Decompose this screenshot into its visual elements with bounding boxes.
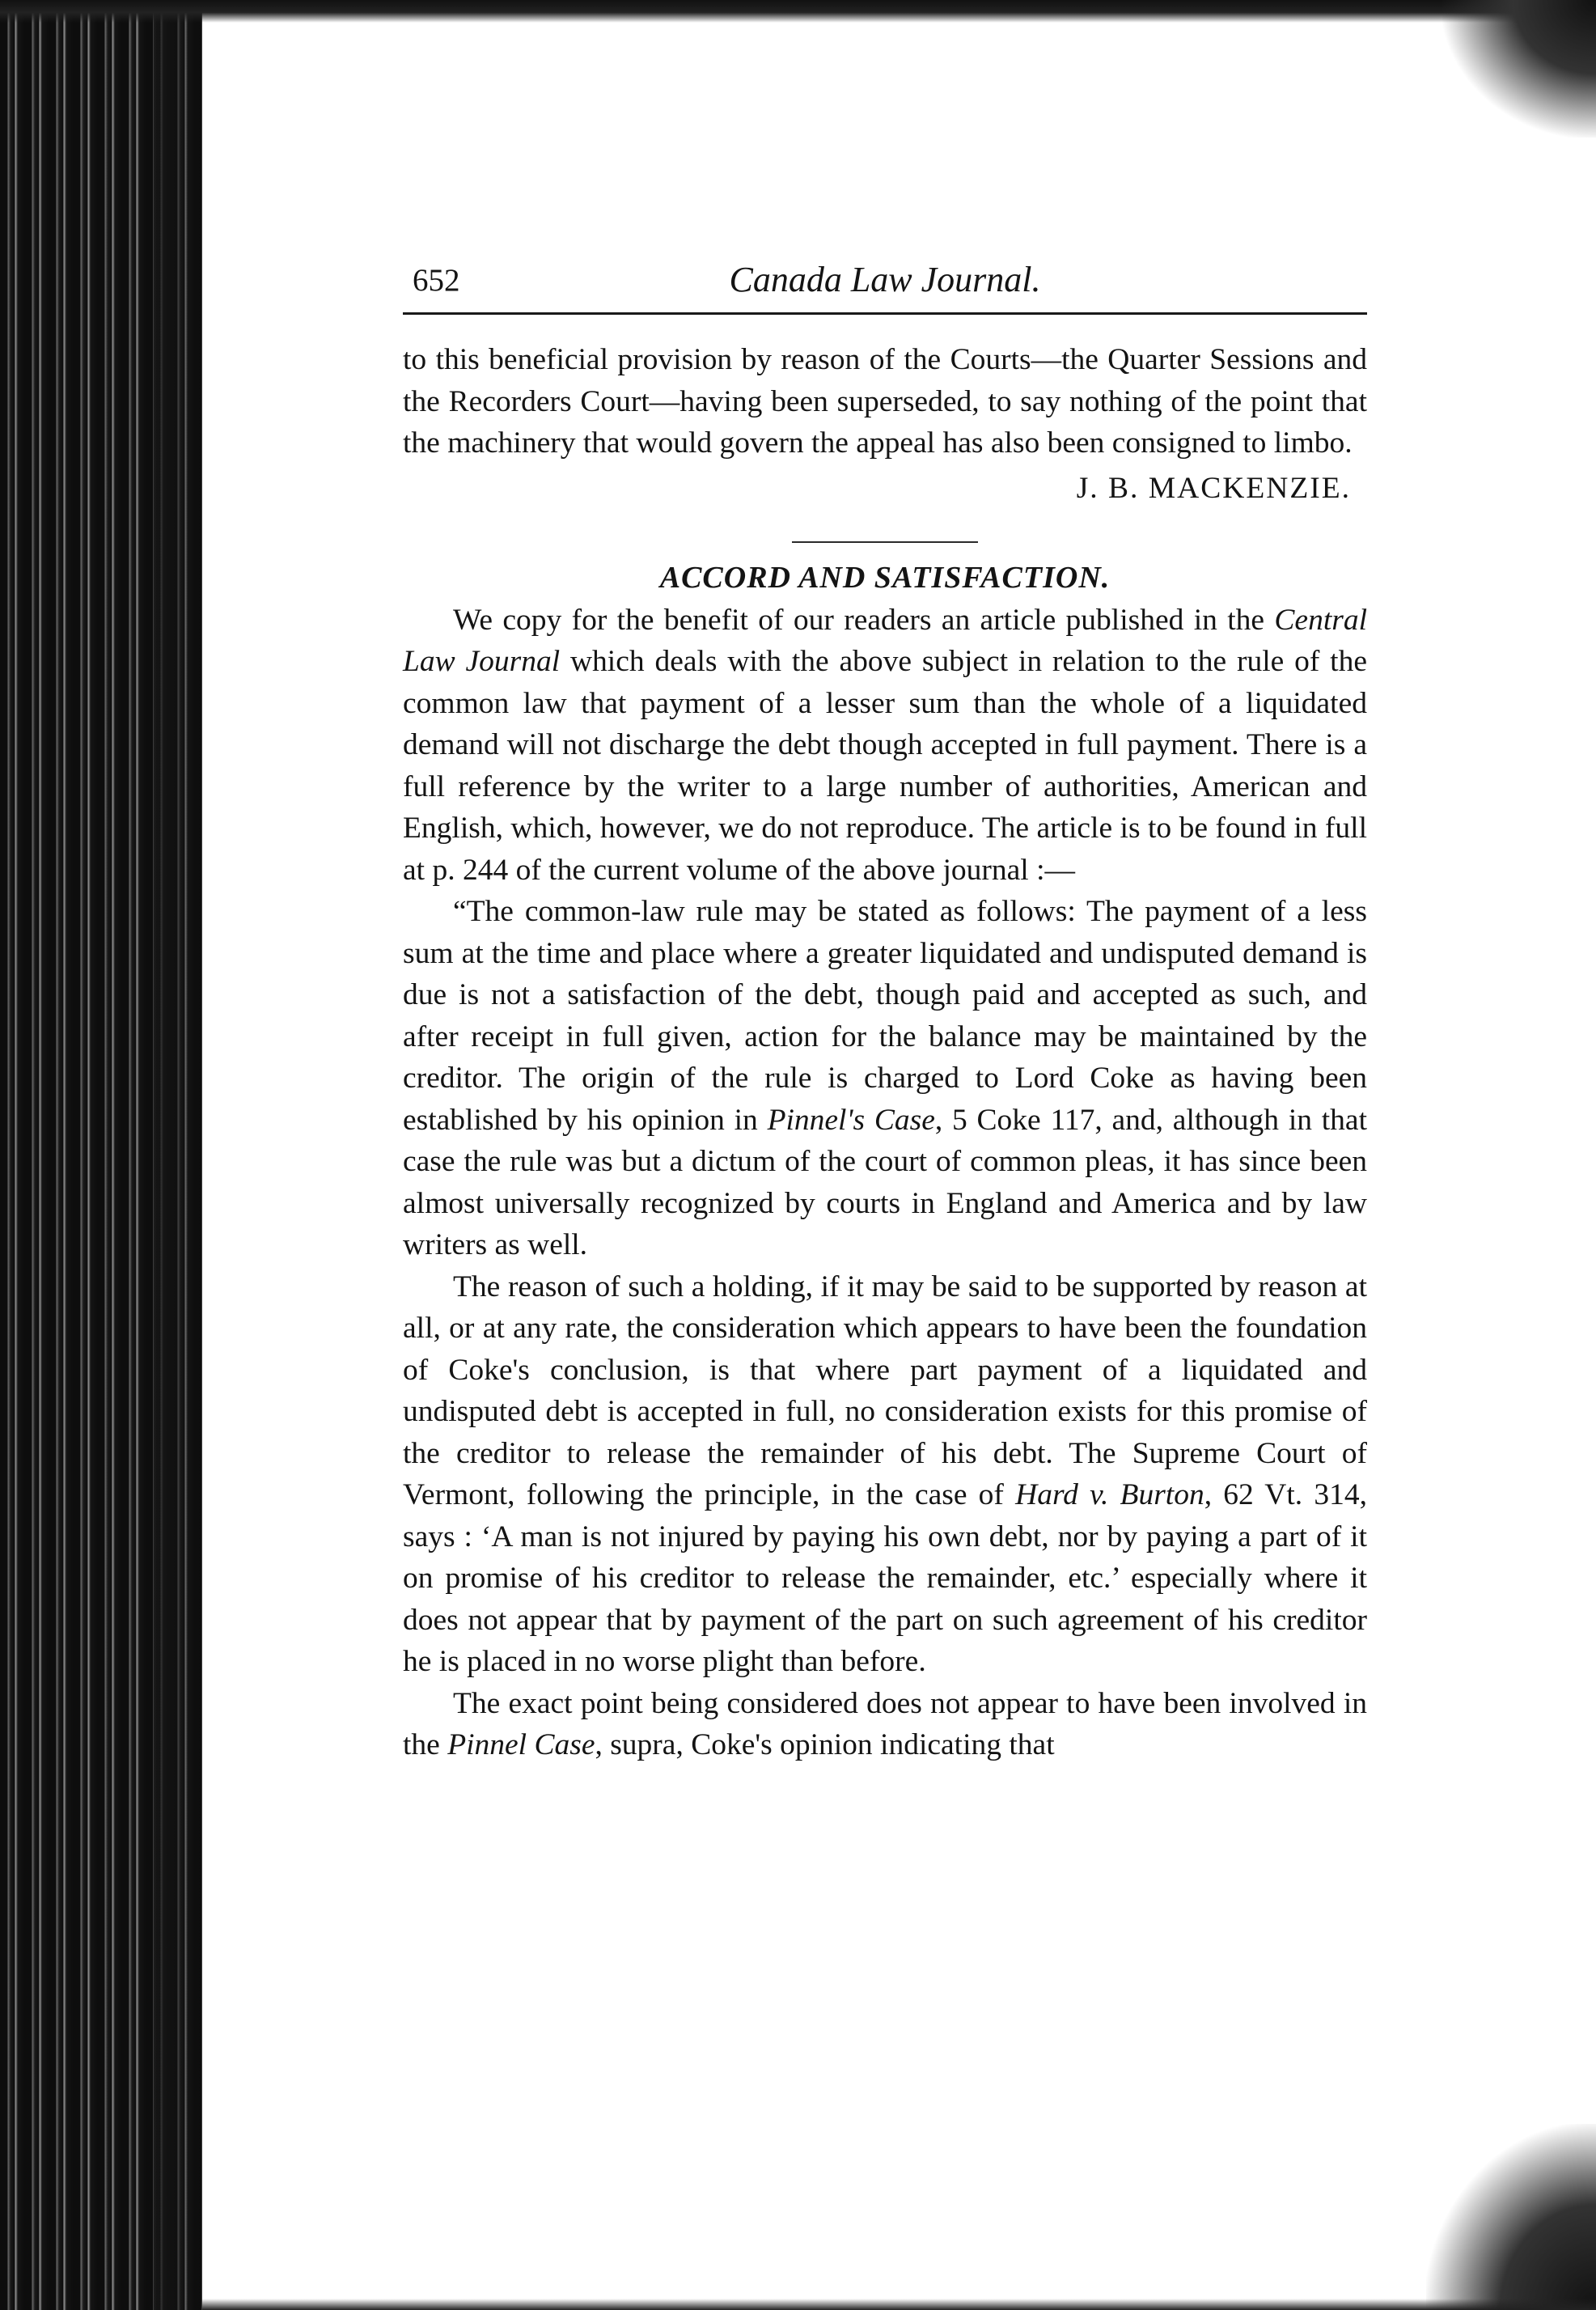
- article-paragraph-4: [403, 1683, 1367, 1766]
- page-header: [403, 257, 1367, 315]
- running-title: Canada Law Journal.: [729, 260, 1041, 299]
- case-name-hard-v-burton: Hard v. Burton: [1015, 1478, 1204, 1511]
- article-body: [403, 600, 1367, 1766]
- preceding-article-closing-paragraph: to this beneficial provision by reason of the Courts—the Quarter Sessions and the Recorders Court—having been superseded, to say nothing of the point that the machinery that would govern the appeal has also been consigned to limbo.: [403, 343, 1367, 460]
- case-name-pinnel-case: Pinnel Case: [447, 1728, 595, 1761]
- scan-bottom-edge: [202, 2299, 1596, 2310]
- section-divider: [792, 541, 978, 543]
- scan-corner-top-right: [1442, 0, 1596, 138]
- paragraph-3-text-a: The reason of such a holding, if it may be said to be supported by reason at all, or at any rate, the consideration which appears to have been the foundation of Coke's conclusion, is that where part payment of a liquidated and undisputed debt is accepted in full, no consideration exists for this promise of the creditor to release the remainder of his debt. The Supreme Court of Vermont, following the principle, in the case of: [403, 1269, 1367, 1511]
- preceding-article-text: [403, 339, 1367, 464]
- case-name-pinnels-case: Pinnel's Case: [767, 1103, 935, 1137]
- paragraph-4-text-a: The exact point being considered does not appear to have been involved in the: [403, 1686, 1367, 1761]
- paragraph-3-text-b: , 62 Vt. 314, says : ‘A man is not injured by paying his own debt, nor by paying a part of it on promise of his creditor to release the remainder, etc.’ especially where it does not appear that by payment of the part on such agreement of his creditor he is placed in no worse plight than before.: [403, 1478, 1367, 1678]
- author-signature: J. B. MACKENZIE.: [1076, 471, 1351, 505]
- paragraph-4-text-b: , supra, Coke's opinion indicating that: [595, 1728, 1055, 1761]
- article-title: ACCORD AND SATISFACTION.: [659, 561, 1111, 595]
- paragraph-1-text-a: We copy for the benefit of our readers an article published in the: [453, 603, 1275, 637]
- paragraph-2-text-b: , 5 Coke 117, and, although in that case the rule was but a dictum of the court of common pleas, it has since been almost universally recognized by courts in England and America and by law writers as well.: [403, 1103, 1367, 1261]
- page-number: 652: [413, 263, 460, 298]
- article-paragraph-3: [403, 1266, 1367, 1683]
- scan-top-edge: [0, 0, 1596, 23]
- paragraph-2-text-a: “The common-law rule may be stated as follows: The payment of a less sum at the time and place where a greater liquidated and undisputed demand is due is not a satisfaction of the debt, though paid and accepted as such, and after receipt in full given, action for the balance may be maintained by the creditor. The origin of the rule is charged to Lord Coke as having been established by his opinion in: [403, 895, 1367, 1137]
- journal-page: [403, 257, 1367, 1766]
- journal-name: Central Law Journal: [403, 603, 1367, 678]
- scanned-binding-edge: [0, 0, 202, 2310]
- article-paragraph-1: [403, 600, 1367, 892]
- scan-corner-bottom-right: [1426, 2124, 1596, 2310]
- paragraph-1-text-b: which deals with the above subject in relation to the rule of the common law that payment of a lesser sum than the whole of a liquidated demand will not discharge the debt though accepted in full payment. There is a full reference by the writer to a large number of authorities, American and English, which, however, we do not reproduce. The article is to be found in full at p. 244 of the current volume of the above journal :—: [403, 645, 1367, 887]
- article-paragraph-2: [403, 891, 1367, 1266]
